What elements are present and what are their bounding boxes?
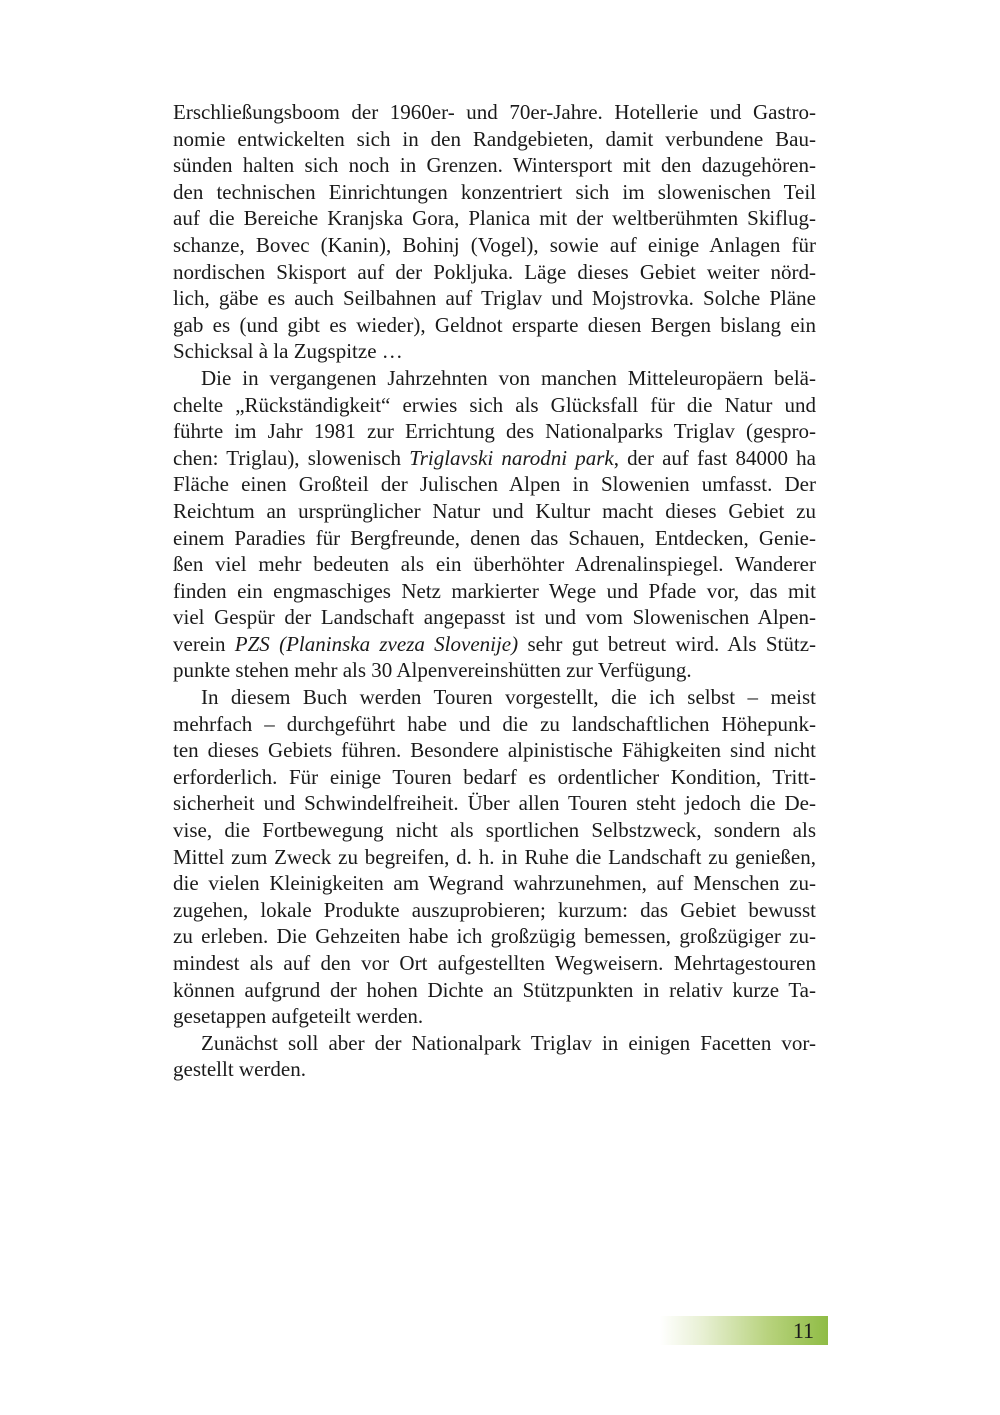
text-line: finden ein engmaschiges Netz markierter Wege und Pfade vor, das mit [173, 578, 816, 603]
text-line: mindest als auf den vor Ort aufgestellten Wegweisern. Mehrtagestouren [173, 951, 816, 975]
text-line: erforderlich. Für einige Touren bedarf es ordentlicher Kondition, Tritt- [173, 764, 816, 789]
text-line: chen: Triglau), slowenisch Triglavski narodni park, der auf fast 84000 ha [173, 445, 816, 470]
text-line: nordischen Skisport auf der Pokljuka. Läge dieses Gebiet weiter nörd- [173, 259, 816, 284]
text-line: gestellt werden. [173, 1057, 306, 1082]
text-line: den technischen Einrichtungen konzentriert sich im slowenischen Teil [173, 179, 816, 204]
text-line: verein PZS (Planinska zveza Slovenije) sehr gut betreut wird. Als Stütz- [173, 631, 817, 656]
paragraph-1 [173, 99, 816, 365]
text-line: Reichtum an ursprünglicher Natur und Kultur macht dieses Gebiet zu [173, 498, 816, 523]
text-line: Erschließungsboom der 1960er- und 70er-Jahre. Hotellerie und Gastro- [173, 100, 816, 124]
body-text [173, 99, 816, 1083]
italic-term: Triglavski narodni park [409, 445, 614, 470]
page-number: 11 [792, 1318, 814, 1343]
text-line: Fläche einen Großteil der Julischen Alpen in Slowenien umfasst. Der [173, 472, 816, 497]
text-line: zu erleben. Die Gehzeiten habe ich großzügig bemessen, großzügiger zu- [173, 924, 816, 949]
text-line: viel Gespür der Landschaft angepasst ist und vom Slowenischen Alpen- [173, 605, 816, 630]
text-line: lich, gäbe es auch Seilbahnen auf Triglav und Mojstrovka. Solche Pläne [173, 286, 816, 311]
text-line: die vielen Kleinigkeiten am Wegrand wahrzunehmen, auf Menschen zu- [173, 871, 816, 896]
text-line: In diesem Buch werden Touren vorgestellt, die ich selbst – meist [201, 685, 816, 710]
text-line: sünden halten sich noch in Grenzen. Wintersport mit den dazugehören- [173, 153, 816, 178]
paragraph-3 [173, 684, 816, 1030]
paragraph-4 [173, 1030, 816, 1083]
paragraph-2 [173, 365, 816, 684]
text-line: zugehen, lokale Produkte auszuprobieren; kurzum: das Gebiet bewusst [173, 897, 816, 922]
text-line: punkte stehen mehr als 30 Alpenvereinshütten zur Verfügung. [173, 658, 692, 683]
text-line: führte im Jahr 1981 zur Errichtung des Nationalparks Triglav (gespro- [173, 419, 816, 444]
text-line: Zunächst soll aber der Nationalpark Triglav in einigen Facetten vor- [201, 1030, 816, 1055]
text-line: Schicksal à la Zugspitze … [173, 339, 403, 364]
text-line: gab es (und gibt es wieder), Geldnot ersparte diesen Bergen bislang ein [173, 312, 816, 337]
text-line: schanze, Bovec (Kanin), Bohinj (Vogel), sowie auf einige Anlagen für [173, 232, 816, 257]
text-line: ten dieses Gebiets führen. Besondere alpinistische Fähigkeiten sind nicht [173, 738, 816, 763]
text-line: mehrfach – durchgeführt habe und die zu landschaftlichen Höhepunk- [173, 711, 816, 736]
page-number-bar [660, 1316, 828, 1345]
text-line: Mittel zum Zweck zu begreifen, d. h. in Ruhe die Landschaft zu genießen, [173, 844, 816, 869]
text-line: ßen viel mehr bedeuten als ein überhöhter Adrenalinspiegel. Wanderer [173, 552, 816, 577]
text-line: auf die Bereiche Kranjska Gora, Planica mit der weltberühmten Skiflug- [173, 206, 816, 231]
text-line: sicherheit und Schwindelfreiheit. Über allen Touren steht jedoch die De- [173, 791, 816, 816]
text-line: chelte „Rückständigkeit“ erwies sich als Glücksfall für die Natur und [173, 392, 816, 417]
text-line: Die in vergangenen Jahrzehnten von manchen Mitteleuropäern belä- [201, 365, 816, 390]
text-line: einem Paradies für Bergfreunde, denen das Schauen, Entdecken, Genie- [173, 525, 816, 550]
text-line: vise, die Fortbewegung nicht als sportlichen Selbstzweck, sondern als [173, 818, 816, 843]
text-line: können aufgrund der hohen Dichte an Stützpunkten in relativ kurze Ta- [173, 977, 816, 1002]
italic-term: PZS (Planinska zveza Slovenije) [234, 631, 519, 656]
text-line: gesetappen aufgeteilt werden. [173, 1004, 424, 1029]
text-line: nomie entwickelten sich in den Randgebieten, damit verbundene Bau- [173, 126, 816, 151]
